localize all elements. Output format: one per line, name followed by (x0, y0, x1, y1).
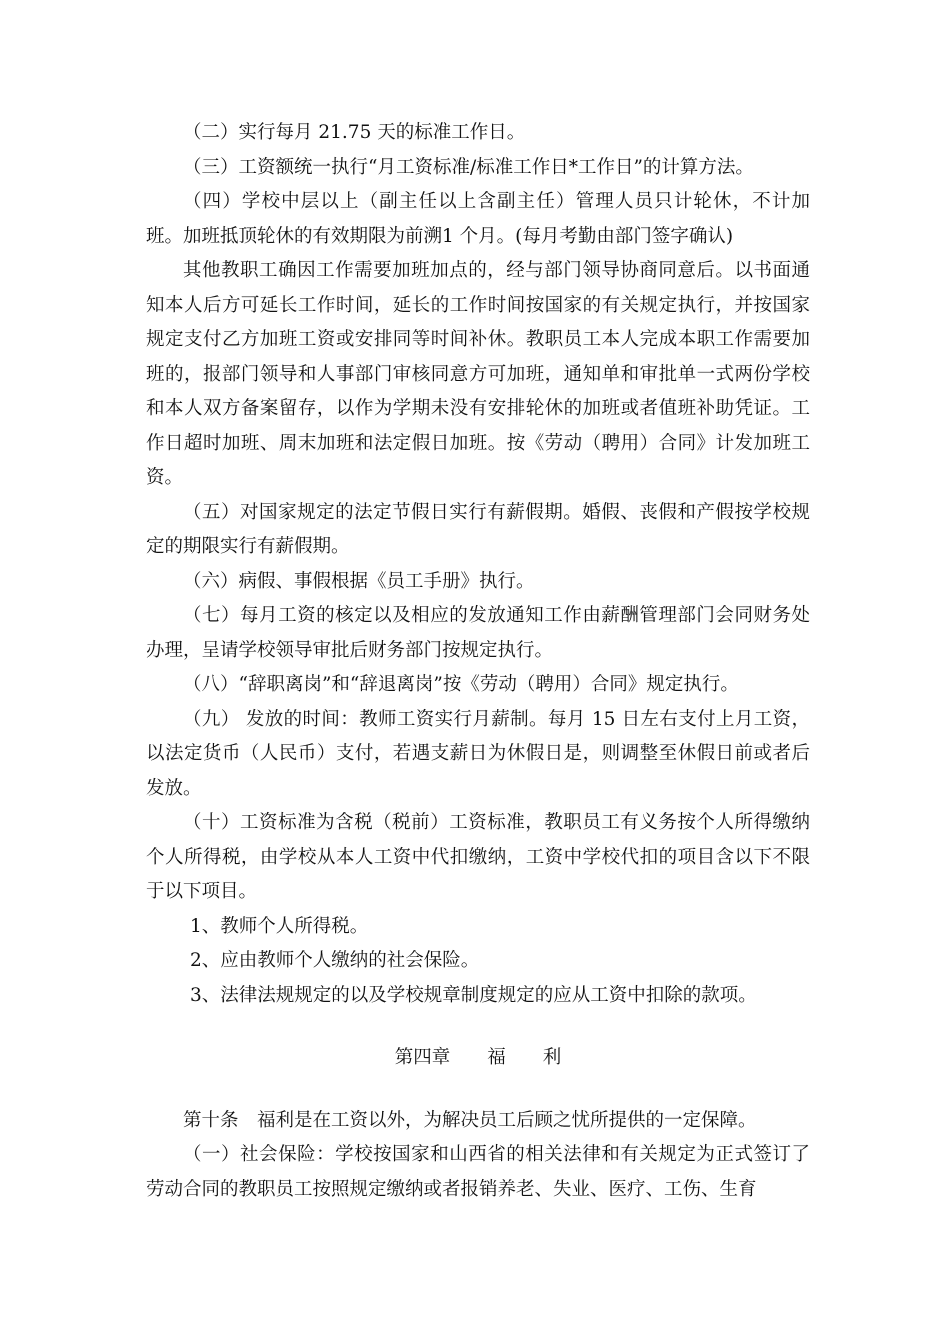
paragraph-paid-holidays: （五）对国家规定的法定节假日实行有薪假期。婚假、丧假和产假按学校规定的期限实行有薪假期。 (146, 501, 810, 557)
list-item: 3、法律法规规定的以及学校规章制度规定的应从工资中扣除的款项。 (190, 984, 757, 1006)
paragraph-resignation: （八）“辞职离岗”和“辞退离岗”按《劳动（聘用）合同》规定执行。 (183, 674, 739, 695)
list-item: 2、应由教师个人缴纳的社会保险。 (190, 950, 480, 971)
chapter-heading: 第四章 福 利 (394, 1047, 562, 1068)
paragraph-standard-workday: （二）实行每月 21.75 天的标准工作日。 (183, 122, 526, 143)
paragraph-social-insurance: （一）社会保险：学校按国家和山西省的相关法律和有关规定为正式签订了劳动合同的教职员工按照规定缴纳或者报销养老、失业、医疗、工伤、生育 (146, 1144, 810, 1200)
article-ten: 第十条 福利是在工资以外，为解决员工后顾之忧所提供的一定保障。 (183, 1109, 757, 1131)
paragraph-overtime-rules: 其他教职工确因工作需要加班加点的，经与部门领导协商同意后。以书面通知本人后方可延长工作时间，延长的工作时间按国家的有关规定执行，并按国家规定支付乙方加班工资或安排同等时间补休。教职员工本人完成本职工作需要加班的，报部门领导和人事部门审核同意方可加班，通知单和审批单一式两份学校和本人双方备案留存，以作为学期未没有安排轮休的加班或者值班补助凭证。工作日超时加班、周末加班和法定假日加班。按《劳动（聘用）合同》计发加班工资。 (146, 260, 810, 488)
paragraph-salary-formula: （三）工资额统一执行“月工资标准/标准工作日*工作日”的计算方法。 (183, 156, 754, 178)
paragraph-tax: （十）工资标准为含税（税前）工资标准，教职员工有义务按个人所得缴纳个人所得税，由学校从本人工资中代扣缴纳，工资中学校代扣的项目含以下不限于以下项目。 (146, 812, 810, 902)
list-item: 1、教师个人所得税。 (190, 915, 369, 937)
paragraph-salary-approval: （七）每月工资的核定以及相应的发放通知工作由薪酬管理部门会同财务处办理，呈请学校领导审批后财务部门按规定执行。 (146, 605, 810, 661)
document-body (146, 116, 810, 1207)
paragraph-payment-time: （九） 发放的时间：教师工资实行月薪制。每月 15 日左右支付上月工资，以法定货币（人民币）支付，若遇支薪日为休假日是，则调整至休假日前或者后发放。 (146, 708, 810, 799)
paragraph-management-rest: （四）学校中层以上（副主任以上含副主任）管理人员只计轮休，不计加班。加班抵顶轮休的有效期限为前溯1 个月。(每月考勤由部门签字确认) (146, 191, 810, 247)
paragraph-sick-leave: （六）病假、事假根据《员工手册》执行。 (183, 570, 535, 592)
